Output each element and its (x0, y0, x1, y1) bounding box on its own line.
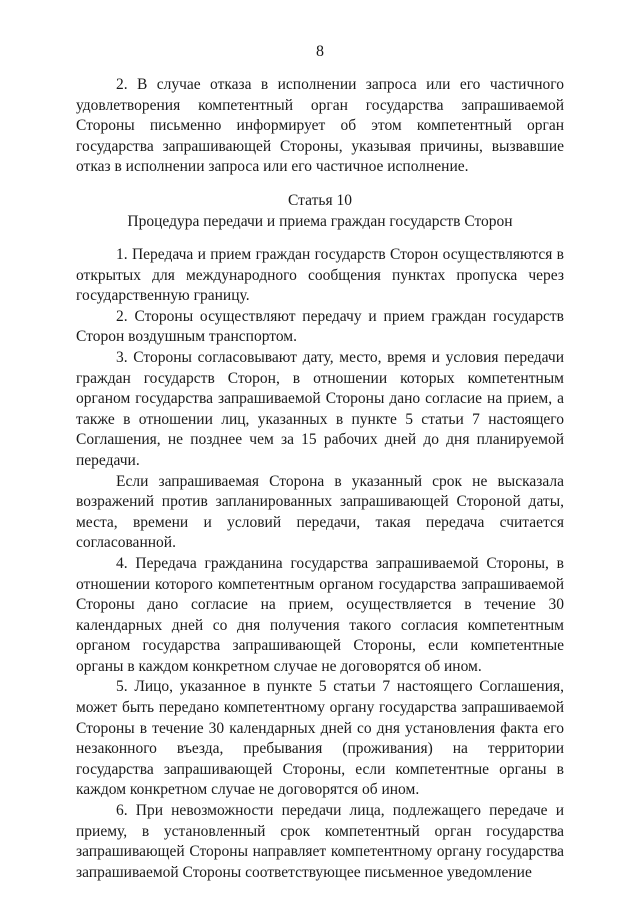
page-number: 8 (316, 43, 324, 60)
paragraph-5-illegal-entry: 5. Лицо, указанное в пункте 5 статьи 7 настоящего Соглашения, может быть передано компетентному органу государства запрашиваемой Стороны в течение 30 календарных дней со дня установления факта его незаконного въезда, пребывания (проживания) на территории государства запрашивающей Стороны, если компетентные органы в каждом конкретном случае не договорятся об ином. (76, 678, 564, 799)
article-body (76, 245, 564, 883)
article-number: Статья 10 (288, 192, 352, 209)
paragraph-2-air-transport: 2. Стороны осуществляют передачу и прием граждан государств Сторон воздушным транспортом. (76, 307, 564, 346)
paragraph-3-no-objection: Если запрашиваемая Сторона в указанный срок не высказала возражений против запланированных запрашивающей Стороной даты, места, времени и условий передачи, такая передача считается согласованной. (76, 472, 564, 552)
paragraph-4-transfer-deadline: 4. Передача гражданина государства запрашиваемой Стороны, в отношении которого компетентным органом государства запрашиваемой Стороны дано согласие на прием, осуществляется в течение 30 календарных дней со дня получения такого согласия компетентным органом государства запрашивающей Стороны, если компетентные органы в каждом конкретном случае не договорятся об ином. (76, 554, 564, 675)
paragraph-6-impossibility-notice: 6. При невозможности передачи лица, подлежащего передаче и приему, в установленный срок компетентный орган государства запрашивающей Стороны направляет компетентному органу государства запрашиваемой Стороны соответствующее письменное уведомление (76, 802, 564, 881)
paragraph-3-agreement-terms: 3. Стороны согласовывают дату, место, время и условия передачи граждан государств Сторон, в отношении которых компетентным органом государства запрашиваемой Стороны дано согласие на прием, а также в отношении лиц, указанных в пункте 5 статьи 7 настоящего Соглашения, не позднее чем за 15 рабочих дней до дня планируемой передачи. (76, 348, 564, 469)
article-title: Процедура передачи и приема граждан государств Сторон (127, 213, 513, 230)
intro-paragraph-block (76, 75, 564, 178)
paragraph-refusal-notice: 2. В случае отказа в исполнении запроса или его частичного удовлетворения компетентный орган государства запрашиваемой Стороны письменно информирует об этом компетентный орган государства запрашивающей Стороны, указывая причины, вызвавшие отказ в исполнении запроса или его частичное исполнение. (76, 76, 564, 176)
article-heading (0, 190, 640, 232)
paragraph-1-transfer-points: 1. Передача и прием граждан государств Сторон осуществляются в открытых для международного сообщения пунктах пропуска через государственную границу. (76, 246, 564, 305)
